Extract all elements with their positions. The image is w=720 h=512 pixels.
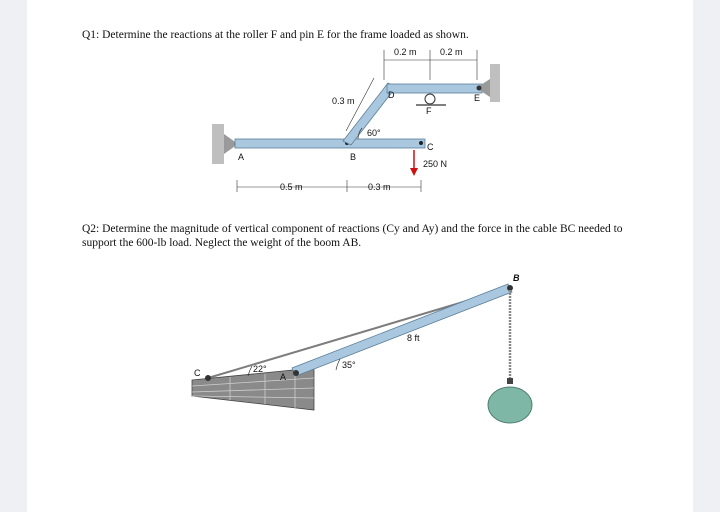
member-de: [387, 84, 482, 93]
roller-f: [425, 94, 435, 104]
boom-figure: [192, 273, 532, 423]
label-b: B: [350, 152, 357, 162]
pin-e: [477, 86, 482, 91]
label-a: A: [238, 152, 245, 162]
label-dim-bottom-left: 0.5 m: [280, 182, 303, 192]
label-e: E: [474, 93, 481, 103]
frame-figure: [212, 47, 500, 192]
weight: [488, 387, 532, 423]
label-angle-left: 22°: [253, 364, 267, 374]
label-b-boom: B: [513, 273, 520, 283]
boom-ab: [292, 284, 512, 376]
pin-c: [419, 141, 423, 145]
label-angle: 60°: [367, 128, 381, 138]
load-arrow-head: [410, 168, 418, 176]
angle-arc-right: [336, 359, 340, 370]
label-length: 8 ft: [407, 333, 420, 343]
label-dim-top-left: 0.2 m: [394, 47, 417, 57]
label-d: D: [388, 90, 395, 100]
hook: [507, 378, 513, 384]
question-2-text: Q2: Determine the magnitude of vertical component of reactions (Cy and Ay) and the force in the cable BC needed to support the 600-lb load. Neglect the weight of the boom AB.: [82, 223, 623, 249]
label-dim-slant: 0.3 m: [332, 96, 355, 106]
label-dim-top-right: 0.2 m: [440, 47, 463, 57]
label-c: C: [427, 142, 434, 152]
label-angle-right: 35°: [342, 360, 356, 370]
question-1-text: Q1: Determine the reactions at the roller F and pin E for the frame loaded as shown.: [82, 29, 469, 41]
label-f: F: [426, 106, 432, 116]
label-a-boom: A: [280, 372, 287, 382]
label-load: 250 N: [423, 159, 448, 169]
wall-left: [212, 124, 224, 164]
label-c-cable: C: [194, 368, 201, 378]
wall-right: [490, 64, 500, 102]
label-dim-bottom-right: 0.3 m: [368, 182, 391, 192]
member-ac: [235, 139, 425, 148]
pin-c-cable: [205, 375, 211, 381]
pin-a-boom: [293, 370, 299, 376]
